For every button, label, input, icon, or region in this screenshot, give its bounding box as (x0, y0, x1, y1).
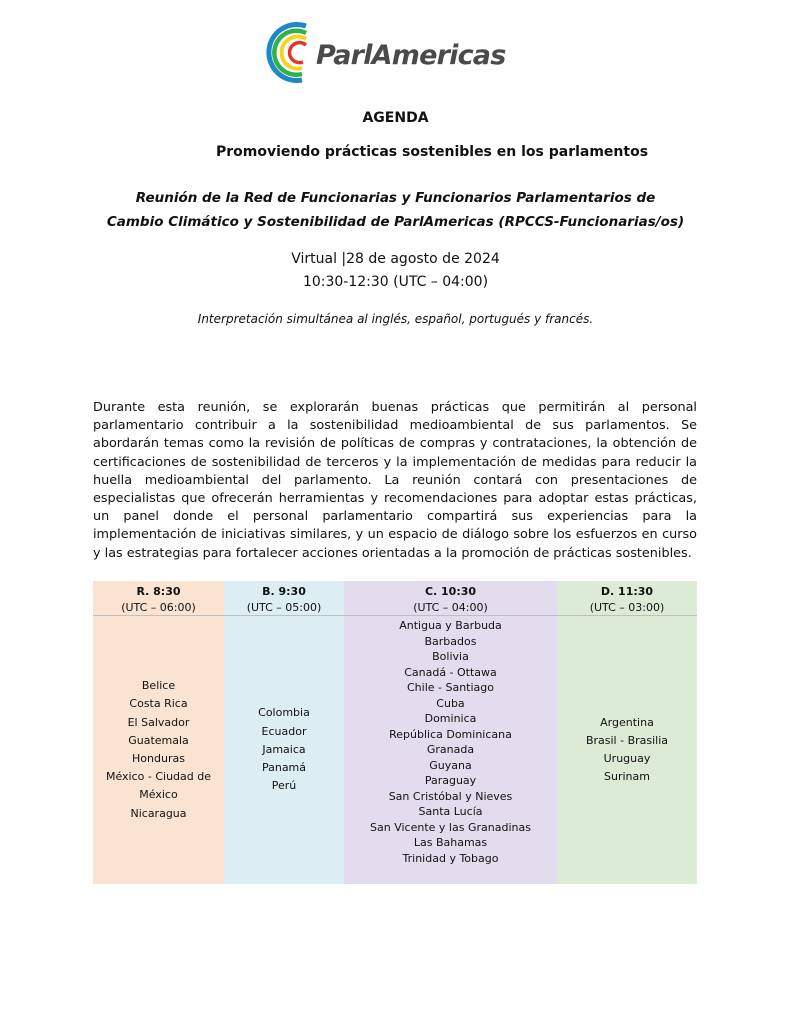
timezone-utc: (UTC – 06:00) (121, 600, 196, 614)
timezone-table (93, 581, 697, 884)
agenda-heading: AGENDA (362, 110, 429, 126)
parlamericas-logo (262, 18, 524, 88)
interpretation-note: Interpretación simultánea al inglés, español, portugués y francés. (197, 312, 594, 326)
country-item: San Vicente y las Granadinas (370, 820, 531, 834)
country-item: Costa Rica (129, 697, 188, 711)
country-item: Guatemala (128, 733, 189, 747)
country-item: Jamaica (262, 742, 306, 756)
country-item: República Dominicana (389, 727, 512, 741)
meeting-time: 10:30-12:30 (UTC – 04:00) (302, 274, 489, 290)
timezone-column (224, 581, 344, 884)
country-item: Honduras (132, 752, 185, 765)
country-item: Uruguay (603, 752, 651, 765)
country-item: Perú (271, 779, 297, 793)
country-item: El Salvador (127, 715, 190, 729)
country-item: Guyana (429, 758, 472, 772)
timezone-column (93, 581, 224, 884)
timezone-utc: (UTC – 03:00) (589, 600, 665, 614)
country-list (557, 616, 697, 884)
country-item: Barbados (424, 634, 477, 648)
timezone-header (224, 581, 344, 616)
country-list (344, 616, 557, 884)
timezone-label: B. 9:30 (262, 585, 306, 598)
country-item: México (139, 788, 178, 802)
country-item: México - Ciudad de (105, 770, 212, 784)
meeting-title-line-2: Cambio Climático y Sostenibilidad de ParlAmericas (RPCCS-Funcionarias/os) (106, 214, 685, 230)
country-item: Paraguay (424, 774, 477, 787)
country-item: San Cristóbal y Nieves (388, 789, 513, 803)
country-item: Nicaragua (130, 806, 187, 820)
timezone-header (557, 581, 697, 616)
country-item: Brasil - Brasilia (585, 733, 669, 747)
meeting-title-line-1: Reunión de la Red de Funcionarias y Funcionarios Parlamentarios de (135, 190, 656, 206)
country-item: Cuba (436, 696, 465, 710)
country-item: Canadá - Ottawa (404, 665, 497, 679)
country-list (93, 616, 224, 884)
country-item: Trinidad y Tobago (402, 851, 499, 865)
country-item: Argentina (600, 715, 654, 729)
country-item: Antigua y Barbuda (399, 619, 502, 632)
country-item: Las Bahamas (413, 836, 488, 849)
country-item: Belice (141, 679, 176, 693)
country-item: Dominica (424, 712, 477, 725)
timezone-label: D. 11:30 (600, 585, 654, 598)
timezone-column (557, 581, 697, 884)
timezone-label: C. 10:30 (424, 585, 477, 598)
country-item: Ecuador (261, 724, 307, 738)
timezone-utc: (UTC – 04:00) (413, 600, 488, 614)
timezone-label: R. 8:30 (136, 585, 181, 598)
country-item: Colombia (258, 706, 310, 720)
country-list (224, 616, 344, 884)
timezone-utc: (UTC – 05:00) (246, 600, 322, 614)
country-item: Chile - Santiago (406, 681, 494, 694)
country-item: Surinam (604, 770, 650, 784)
logo-wordmark: ParlAmericas (316, 40, 506, 71)
country-item: Granada (426, 743, 475, 756)
timezone-header (93, 581, 224, 616)
agenda-subtitle: Promoviendo prácticas sostenibles en los parlamentos (216, 144, 649, 160)
country-item: Santa Lucía (418, 805, 483, 818)
meeting-description: Durante esta reunión, se explorarán buenas prácticas que permitirán al personal parlamentario contribuir a la sostenibilidad medioambiental de sus parlamentos. Se abordarán temas como la revisión de políticas de compras y contrataciones, la obtención de certificaciones de sostenibilidad de terceros y la implementación de medidas para reducir la huella medioambiental del parlamento. La reunión contará con presentaciones de especialistas que ofrecerán herramientas y recomendaciones para adoptar estas prácticas, un panel donde el personal parlamentario compartirá sus experiencias para la implementación de iniciativas similares, y un espacio de diálogo sobre los esfuerzos en curso y las estrategias para fortalecer acciones orientadas a la promoción de prácticas sostenibles. (93, 400, 697, 561)
timezone-column (344, 581, 557, 884)
timezone-header (344, 581, 557, 616)
meeting-date: Virtual |28 de agosto de 2024 (291, 251, 500, 267)
logo-arcs-icon (262, 18, 322, 88)
country-item: Bolivia (432, 650, 469, 663)
country-item: Panamá (261, 761, 307, 775)
